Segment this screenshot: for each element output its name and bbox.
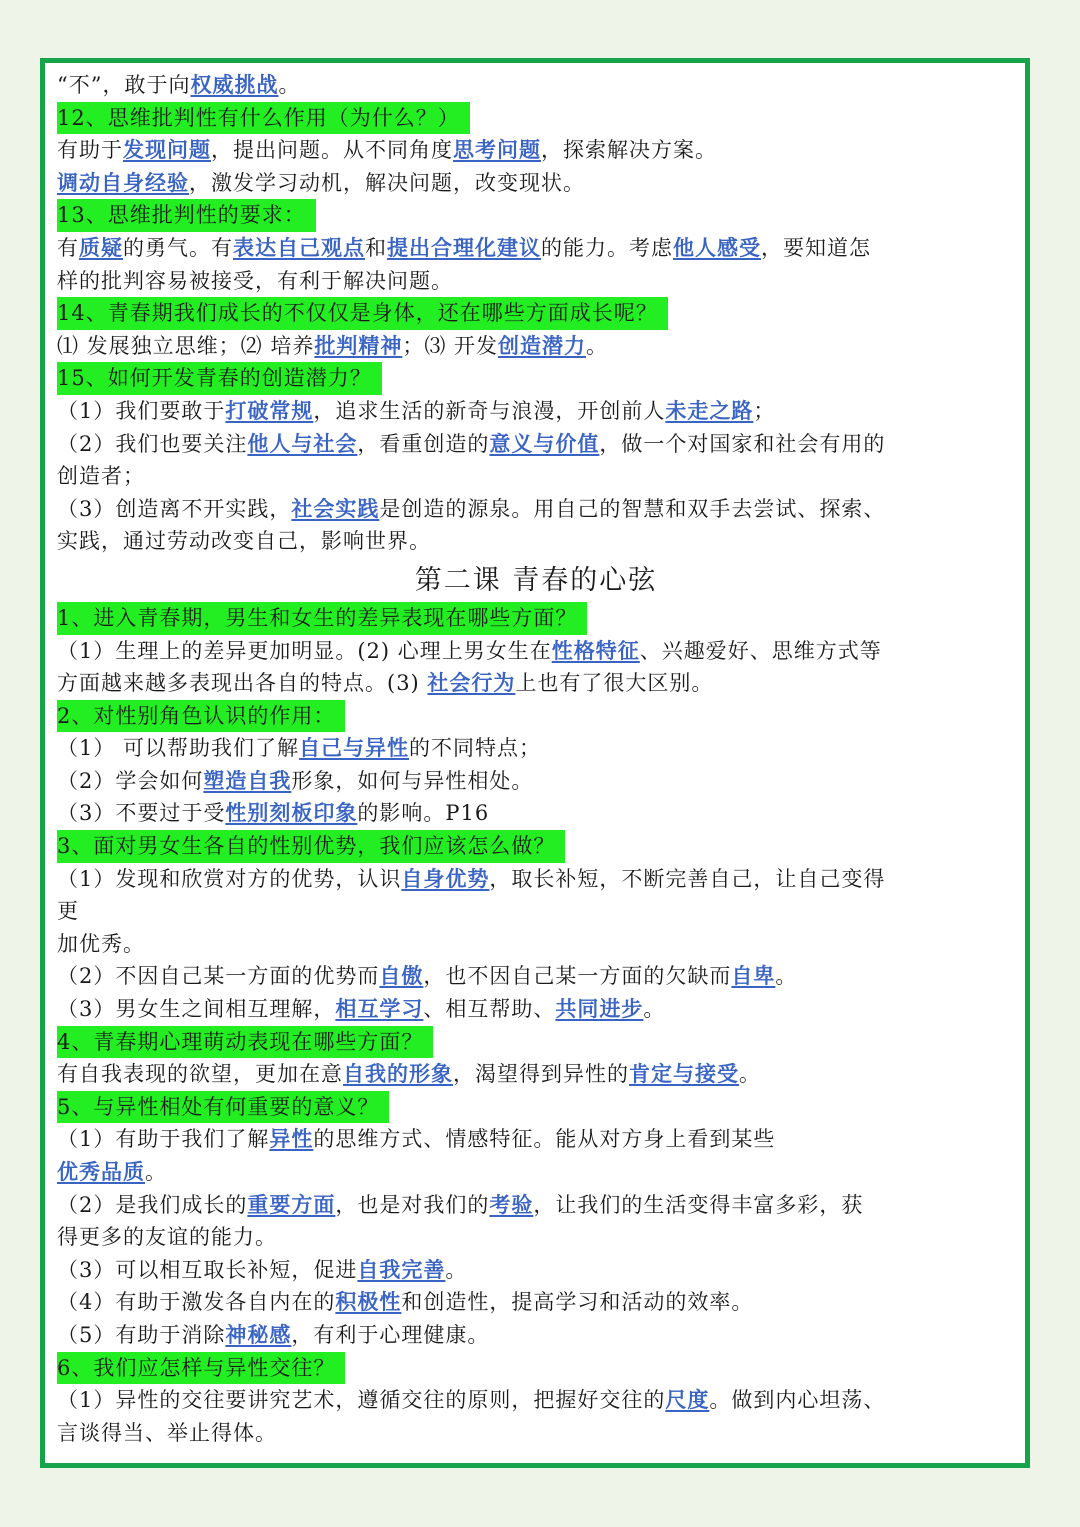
text-line [57,395,1015,428]
text-segment: （2）是我们成长的 [57,1192,248,1217]
text-segment: 。 [775,964,798,989]
key-term: 发现问题 [123,137,211,163]
text-line [57,265,1015,298]
question-heading [57,297,1015,330]
question-heading-text: 2、对性别角色认识的作用： [57,700,345,733]
key-term: 积极性 [335,1289,402,1315]
text-line [57,1254,1015,1287]
text-segment: （3）可以相互取长补短，促进 [57,1257,358,1282]
text-line [57,428,1015,461]
text-line [57,895,1015,928]
question-heading [57,830,1015,863]
text-line [57,635,1015,668]
text-segment: ，有利于心理健康。 [291,1322,490,1347]
key-term: 性格特征 [551,637,640,663]
text-segment: ，做一个对国家和社会有用的 [599,431,886,456]
text-segment: 形象，如何与异性相处。 [291,768,534,793]
text-segment: ； [753,398,776,423]
key-term: 神秘感 [225,1321,292,1347]
question-heading [57,362,1015,395]
text-line [57,69,1015,102]
text-segment: 。 [445,1257,468,1282]
question-heading-text: 12、思维批判性有什么作用（为什么？） [57,102,470,135]
key-term: 调动自身经验 [57,169,189,195]
text-segment: 。 [739,1062,761,1087]
text-line [57,232,1015,265]
text-line [57,525,1015,558]
question-heading [57,1091,1015,1124]
text-segment: 有 [57,235,79,260]
text-segment: 。 [145,1160,167,1184]
key-term: 自傲 [379,963,424,989]
text-segment: 。 [643,997,666,1022]
text-segment: 有自我表现的欲望，更加在意 [57,1062,343,1087]
text-segment: 更 [57,899,79,924]
text-segment: 是创造的源泉。用自己的智慧和双手去尝试、探索、 [379,496,886,521]
text-segment: 、兴趣爱好、思维方式等 [639,638,882,663]
key-term: 塑造自我 [203,767,292,793]
text-segment: ，取长补短，不断完善自己，让自己变得 [489,866,886,891]
text-segment: （3）不要过于受 [57,801,226,826]
question-heading [57,1352,1015,1385]
lesson-title: 第二课 青春的心弦 [414,564,658,596]
text-segment: 。 [586,333,609,358]
question-heading-text: 14、青春期我们成长的不仅仅是身体，还在哪些方面成长呢？ [57,297,668,330]
text-line [57,330,1015,363]
key-term: 打破常规 [225,397,314,423]
text-segment: “不”，敢于向 [57,73,191,97]
key-term: 自己与异性 [299,735,410,761]
question-heading-text: 4、青春期心理萌动表现在哪些方面？ [57,1026,433,1059]
text-line [57,460,1015,493]
question-heading [57,1026,1015,1059]
text-line [57,1189,1015,1222]
text-segment: （2）不因自己某一方面的优势而 [57,964,380,989]
text-segment: ⑴ 发展独立思维；⑵ 培养 [57,333,315,358]
key-term: 优秀品质 [57,1159,145,1184]
text-line [57,1221,1015,1254]
text-segment: ，要知道怎 [761,235,871,260]
text-segment: （5）有助于消除 [57,1322,226,1347]
text-segment: （1）我们要敢于 [57,398,226,423]
text-line [57,1384,1015,1417]
question-heading-text: 15、如何开发青春的创造潜力？ [57,362,382,395]
key-term: 未走之路 [665,397,754,423]
key-term: 肯定与接受 [629,1061,739,1087]
question-heading [57,602,1015,635]
text-line [57,1417,1015,1450]
key-term: 表达自己观点 [233,234,365,260]
key-term: 自卑 [731,963,776,989]
question-heading [57,199,1015,232]
document-frame [40,58,1030,1468]
question-heading-text: 13、思维批判性的要求： [57,199,316,232]
text-segment: ，探索解决方案。 [541,138,717,163]
text-segment: 和创造性，提高学习和活动的效率。 [401,1290,754,1315]
text-line [57,797,1015,830]
text-segment: 的勇气。有 [123,235,233,260]
text-segment: 和 [365,235,387,260]
text-segment: （4）有助于激发各自内在的 [57,1290,336,1315]
text-segment: 的不同特点； [409,736,542,761]
text-segment: 实践，通过劳动改变自己，影响世界。 [57,529,431,554]
key-term: 意义与价值 [489,430,600,456]
key-term: 他人感受 [673,234,761,260]
key-term: 性别刻板印象 [225,800,358,826]
question-heading-text: 6、我们应怎样与异性交往？ [57,1352,345,1385]
text-segment: 的能力。考虑 [541,235,673,260]
text-segment: 创造者； [57,464,145,489]
text-line [57,1123,1015,1156]
key-term: 创造潜力 [498,332,587,358]
key-term: 自我完善 [357,1256,446,1282]
key-term: 自我的形象 [343,1061,453,1087]
key-term: 提出合理化建议 [387,234,541,260]
text-segment: ，渴望得到异性的 [453,1062,629,1087]
text-segment: （1）发现和欣赏对方的优势，认识 [57,866,402,891]
text-segment: 言谈得当、举止得体。 [57,1420,277,1445]
question-heading-text: 3、面对男女生各自的性别优势，我们应该怎么做？ [57,830,565,863]
text-segment: ，也是对我们的 [335,1192,490,1217]
text-segment: （1） 可以帮助我们了解 [57,736,300,761]
key-term: 社会行为 [427,670,516,696]
text-line [57,1286,1015,1319]
text-segment: （3）男女生之间相互理解， [57,997,336,1022]
text-segment: 上也有了很大区别。 [515,671,714,696]
text-segment: 。 [278,73,301,97]
text-segment: （2）学会如何 [57,768,204,793]
key-term: 异性 [269,1126,314,1152]
text-segment: （1）有助于我们了解 [57,1127,270,1152]
text-segment: 的思维方式、情感特征。能从对方身上看到某些 [313,1127,776,1152]
question-heading-text: 1、进入青春期，男生和女生的差异表现在哪些方面？ [57,602,587,635]
text-segment: 有助于 [57,138,123,163]
key-term: 共同进步 [555,996,644,1022]
key-term: 他人与社会 [247,430,358,456]
text-line [57,1058,1015,1091]
text-line [57,493,1015,526]
text-segment: （1）异性的交往要讲究艺术，遵循交往的原则，把握好交往的 [57,1388,666,1413]
key-term: 尺度 [665,1387,710,1413]
text-segment: ，追求生活的新奇与浪漫，开创前人 [313,398,666,423]
text-line [57,960,1015,993]
key-term: 思考问题 [453,137,541,163]
text-segment: ，也不因自己某一方面的欠缺而 [423,964,732,989]
text-segment: ，看重创造的 [357,431,490,456]
text-segment: 方面越来越多表现出各自的特点。(3) [57,671,428,696]
question-heading-text: 5、与异性相处有何重要的意义？ [57,1091,389,1124]
text-line [57,863,1015,896]
text-segment: 得更多的友谊的能力。 [57,1225,277,1250]
text-line [57,167,1015,200]
key-term: 权威挑战 [190,72,279,97]
text-segment: 。做到内心坦荡、 [709,1388,886,1413]
text-segment: 样的批判容易被接受，有利于解决问题。 [57,268,453,293]
text-segment: 的影响。P16 [357,801,490,826]
text-line [57,667,1015,700]
text-segment: 、相互帮助、 [423,997,556,1022]
key-term: 批判精神 [314,332,403,358]
text-segment: ，让我们的生活变得丰富多彩，获 [533,1192,864,1217]
text-segment: ，激发学习动机，解决问题，改变现状。 [189,170,585,195]
question-heading [57,700,1015,733]
question-heading [57,102,1015,135]
text-segment: ；⑶ 开发 [402,333,499,358]
key-term: 相互学习 [335,996,424,1022]
text-segment: （2）我们也要关注 [57,431,248,456]
text-segment: ，提出问题。从不同角度 [211,138,453,163]
text-line [57,765,1015,798]
key-term: 考验 [489,1191,534,1217]
key-term: 重要方面 [247,1191,336,1217]
key-term: 质疑 [79,234,123,260]
text-line [57,1156,1015,1189]
text-segment: 加优秀。 [57,931,145,956]
text-line [57,1319,1015,1352]
text-segment: （3）创造离不开实践， [57,496,292,521]
text-line [57,928,1015,961]
document-content [57,69,1015,1449]
key-term: 社会实践 [291,495,380,521]
text-line [57,993,1015,1026]
text-line [57,732,1015,765]
text-segment: （1）生理上的差异更加明显。(2) 心理上男女生在 [57,638,552,663]
key-term: 自身优势 [401,865,490,891]
text-line [57,134,1015,167]
